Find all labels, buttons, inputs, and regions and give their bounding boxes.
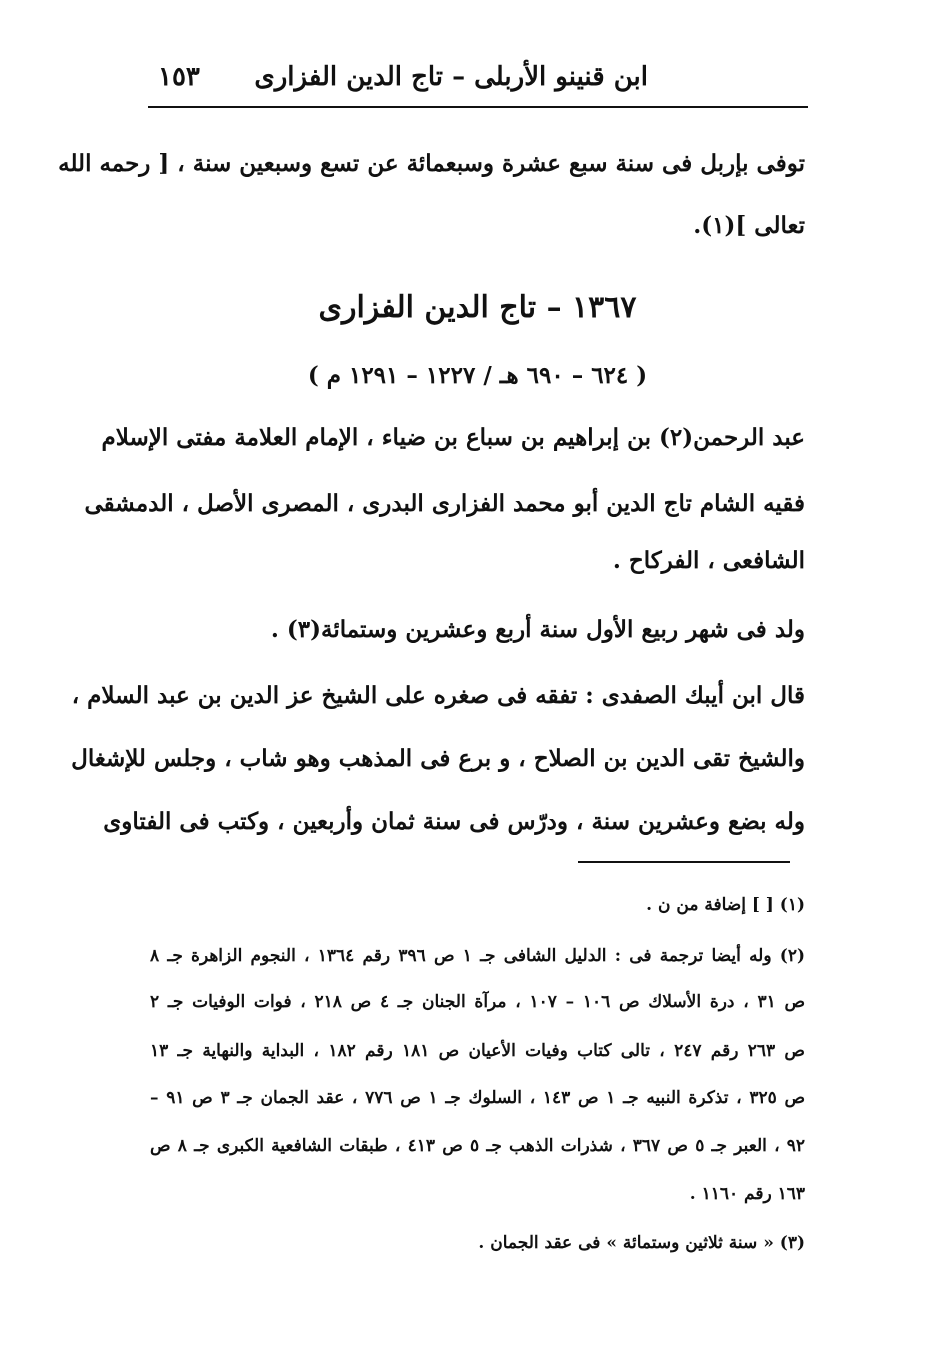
entry-dates: ( ٦٢٤ – ٦٩٠ هـ / ١٢٢٧ – ١٢٩١ م ) [307, 362, 648, 389]
page-header [150, 48, 800, 106]
footnote-line: (٢) وله أيضا ترجمة فى : الدليل الشافى جـ ١ ص ٣٩٦ رقم ١٣٦٤ ، النجوم الزاهرة جـ ٨ [150, 946, 806, 966]
footnote-line: ٩٢ ، العبر جـ ٥ ص ٣٦٧ ، شذرات الذهب جـ ٥ ص ٤١٣ ، طبقات الشافعية الكبرى جـ ٨ ص [150, 1136, 806, 1156]
paragraph-line: والشيخ تقى الدين بن الصلاح ، و برع فى المذهب وهو شاب ، وجلس للإشغال [71, 745, 805, 772]
footnote-line: ص ٣١ ، درة الأسلاك ص ١٠٦ – ١٠٧ ، مرآة الجنان جـ ٤ ص ٢١٨ ، فوات الوفيات جـ ٢ [150, 992, 805, 1012]
running-title: ابن قنينو الأربلى – تاج الدين الفزارى [254, 62, 648, 92]
paragraph-line: الشافعى ، الفركاح . [612, 547, 805, 574]
body-line: تعالى ](١). [693, 212, 805, 239]
footnote-line: ١٦٣ رقم ١١٦٠ . [689, 1184, 805, 1204]
body-line: توفى بإربل فى سنة سبع عشرة وسبعمائة عن تسع وسبعين سنة ، [ رحمه الله [58, 150, 805, 177]
page-number: ١٥٣ [158, 62, 200, 92]
paragraph-line: فقيه الشام تاج الدين أبو محمد الفزارى البدرى ، المصرى الأصل ، الدمشقى [84, 490, 805, 517]
footnote-1: (١) [ ] إضافة من ن . [646, 895, 805, 915]
footnote-line: ص ٢٦٣ رقم ٢٤٧ ، تالى كتاب وفيات الأعيان ص ١٨١ رقم ١٨٢ ، البداية والنهاية جـ ١٣ [150, 1041, 805, 1061]
paragraph-line: عبد الرحمن(٢) بن إبراهيم بن سباع بن ضياء ، الإمام العلامة مفتى الإسلام [101, 424, 805, 451]
footnote-line: ص ٣٢٥ ، تذكرة النبيه جـ ١ ص ١٤٣ ، السلوك جـ ١ ص ٧٧٦ ، عقد الجمان جـ ٣ ص ٩١ – [150, 1088, 806, 1108]
paragraph-line: ولد فى شهر ربيع الأول سنة أربع وعشرين وستمائة(٣) . [270, 616, 805, 643]
entry-heading: ١٣٦٧ – تاج الدين الفزارى [318, 290, 637, 325]
footnote-3: (٣) « سنة ثلاثين وستمائة » فى عقد الجمان . [478, 1233, 805, 1253]
header-rule [148, 106, 808, 108]
footnote-rule [578, 861, 790, 863]
paragraph-line: قال ابن أيبك الصفدى : تفقه فى صغره على الشيخ عز الدين بن عبد السلام ، [71, 682, 805, 709]
paragraph-line: وله بضع وعشرين سنة ، ودرّس فى سنة ثمان وأربعين ، وكتب فى الفتاوى [103, 808, 805, 835]
